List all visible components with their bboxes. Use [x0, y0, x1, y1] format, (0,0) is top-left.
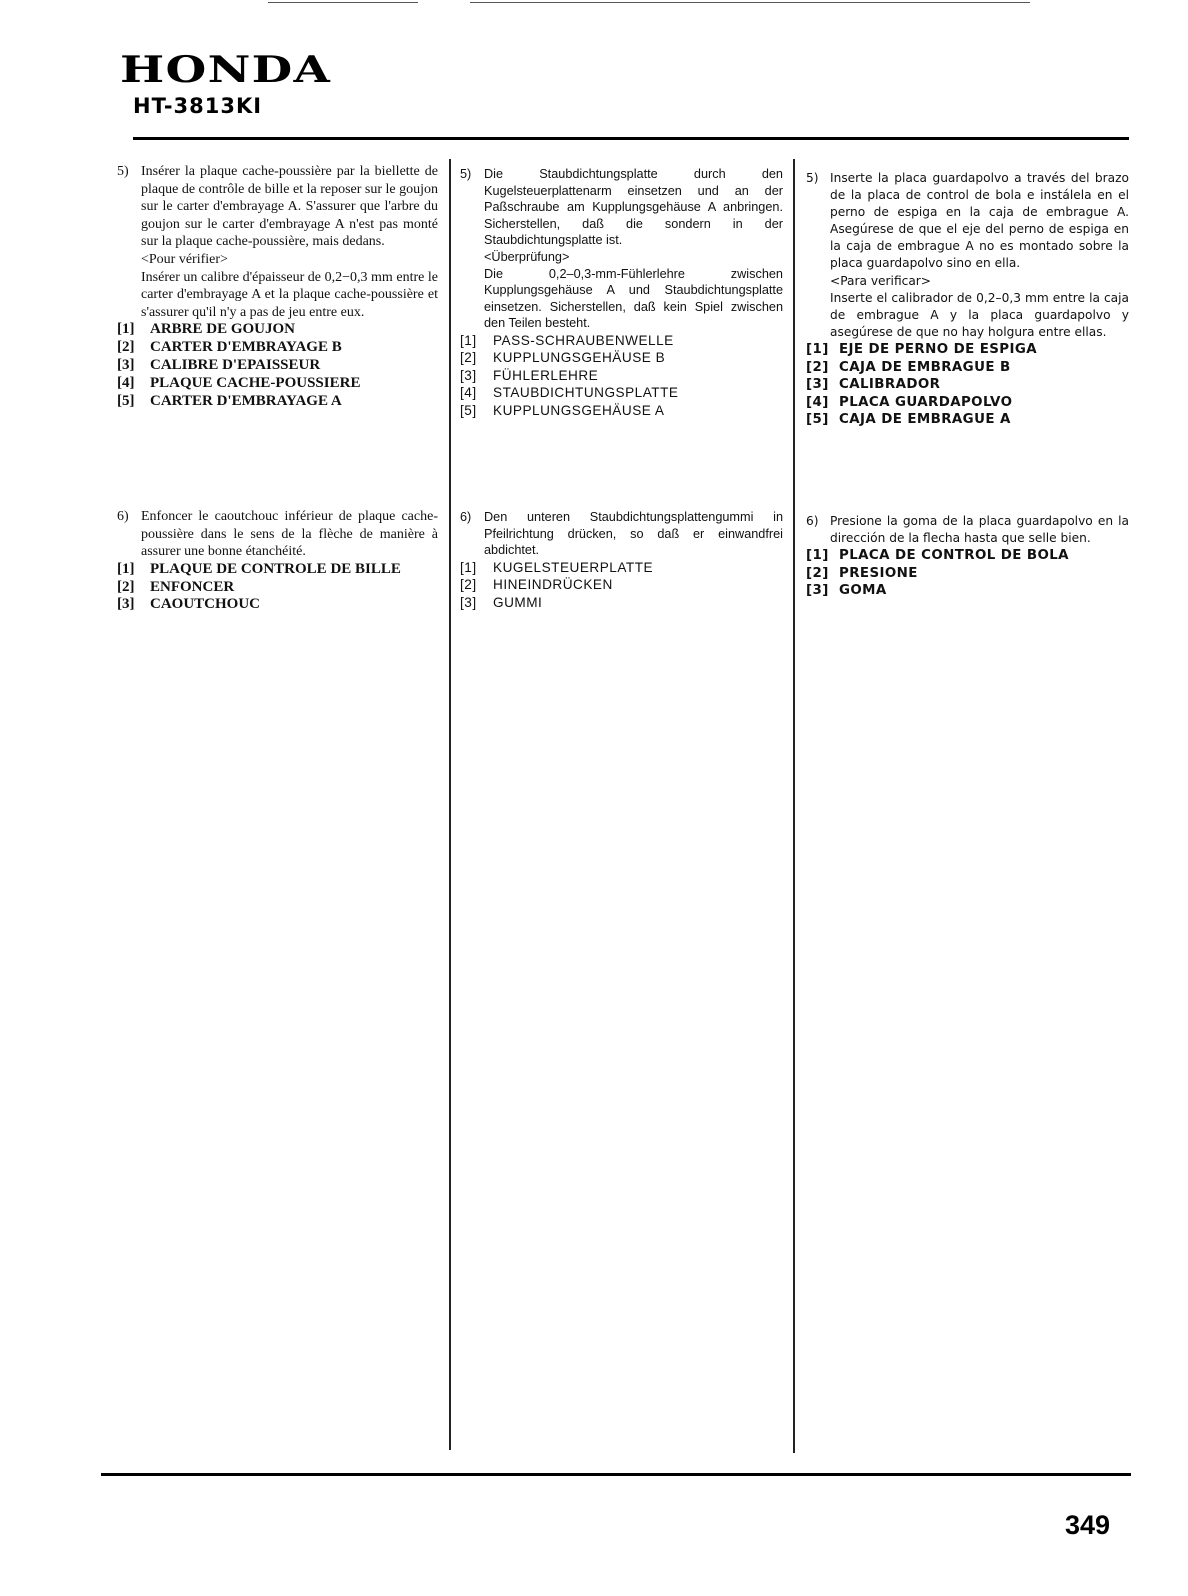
list-item: [1] KUGELSTEUERPLATTE	[460, 559, 654, 575]
parts-list	[117, 561, 438, 614]
check-text: Inserte el calibrador de 0,2–0,3 mm entre la caja de embrague A y la placa guardapolvo y asegúrese de que no hay holgura entre ellas.	[830, 290, 1129, 339]
es-step6	[806, 513, 1129, 600]
top-edge-rule-left	[268, 2, 418, 3]
list-item: [3] CALIBRE D'EPAISSEUR	[117, 356, 321, 373]
step-number: 5)	[117, 164, 129, 179]
step-text: Den unteren Staubdichtungsplattengummi in Pfeilrichtung drücken, so daß er einwandfrei abdichtet.	[484, 510, 783, 558]
step-number: 6)	[806, 514, 819, 528]
step-number: 6)	[117, 509, 129, 524]
list-item: [1] EJE DE PERNO DE ESPIGA	[806, 341, 1038, 357]
list-item: [5] KUPPLUNGSGEHÄUSE A	[460, 402, 665, 418]
list-item: [5] CARTER D'EMBRAYAGE A	[117, 392, 342, 409]
de-step5	[460, 166, 783, 419]
fr-step5	[117, 163, 438, 410]
list-item: [2] ENFONCER	[117, 578, 235, 595]
list-item: [3] FÜHLERLEHRE	[460, 367, 599, 383]
list-item: [3] GUMMI	[460, 594, 543, 610]
top-edge-rule-right	[470, 2, 1030, 3]
list-item: [1] PLACA DE CONTROL DE BOLA	[806, 548, 1069, 564]
check-label: <Überprüfung>	[484, 249, 570, 264]
list-item: [4] PLAQUE CACHE-POUSSIERE	[117, 374, 361, 391]
step-text: Inserte la placa guardapolvo a través del brazo de la placa de control de bola e instálela en el perno de espiga en la caja de embrague A. Asegúrese de que el eje del perno de espiga en la caja de embrague A no es montado sobre la placa guardapolvo sino en ella.	[830, 171, 1129, 271]
fr-step6	[117, 508, 438, 614]
de-step6	[460, 509, 783, 611]
brand-logo: HONDA	[120, 49, 332, 91]
step-text: Presione la goma de la placa guardapolvo en la dirección de la flecha hasta que selle bien.	[830, 514, 1129, 546]
check-text: Insérer un calibre d'épaisseur de 0,2−0,3 mm entre le carter d'embrayage A et la plaque cache-poussière et s'assurer qu'il n'y a pas de jeu entre eux.	[141, 269, 438, 320]
column-divider-1	[449, 159, 451, 1450]
step-number: 5)	[806, 171, 819, 185]
list-item: [2] CAJA DE EMBRAGUE B	[806, 359, 1011, 375]
list-item: [2] KUPPLUNGSGEHÄUSE B	[460, 350, 666, 366]
parts-list	[806, 341, 1129, 429]
header-divider	[133, 137, 1129, 140]
list-item: [1] PASS-SCHRAUBENWELLE	[460, 332, 674, 348]
list-item: [3] GOMA	[806, 583, 887, 599]
list-item: [3] CALIBRADOR	[806, 377, 941, 393]
check-label: <Pour vérifier>	[141, 251, 228, 267]
step-text: Enfoncer le caoutchouc inférieur de plaque cache-poussière dans le sens de la flèche de manière à assurer une bonne étanchéité.	[141, 509, 438, 560]
es-step5	[806, 170, 1129, 429]
list-item: [1] ARBRE DE GOUJON	[117, 321, 296, 338]
list-item: [5] CAJA DE EMBRAGUE A	[806, 412, 1011, 428]
check-label: <Para verificar>	[830, 273, 932, 288]
step-number: 5)	[460, 167, 472, 181]
list-item: [2] HINEINDRÜCKEN	[460, 577, 613, 593]
list-item: [2] CARTER D'EMBRAYAGE B	[117, 339, 342, 356]
step-number: 6)	[460, 510, 472, 524]
parts-list	[460, 559, 783, 611]
step-text: Insérer la plaque cache-poussière par la biellette de plaque de contrôle de bille et la reposer sur le goujon sur le carter d'embrayage A. S'assurer que l'arbre du goujon sur le carter d'embrayage A n'est pas monté sur la plaque cache-poussière, mais dedans.	[141, 164, 439, 250]
check-text: Die 0,2–0,3-mm-Fühlerlehre zwischen Kupplungsgehäuse A und Staubdichtungsplatte einsetzen. Sicherstellen, daß kein Spiel zwischen den Teilen besteht.	[484, 266, 783, 331]
list-item: [4] PLACA GUARDAPOLVO	[806, 394, 1013, 410]
footer-divider	[101, 1473, 1131, 1476]
parts-list	[806, 547, 1129, 600]
step-text: Die Staubdichtungsplatte durch den Kugelsteuerplattenarm einsetzen und an der Paßschraube am Kupplungsgehäuse A anbringen. Sicherstellen, daß die sondern in der Staubdichtungsplatte ist.	[484, 167, 783, 248]
list-item: [3] CAOUTCHOUC	[117, 596, 261, 613]
page-number: 349	[1065, 1510, 1111, 1540]
column-divider-2	[793, 159, 795, 1453]
list-item: [4] STAUBDICHTUNGSPLATTE	[460, 385, 679, 401]
list-item: [1] PLAQUE DE CONTROLE DE BILLE	[117, 560, 401, 577]
parts-list	[117, 321, 438, 410]
parts-list	[460, 332, 783, 419]
list-item: [2] PRESIONE	[806, 565, 918, 581]
model-number: HT-3813KI	[133, 94, 263, 118]
